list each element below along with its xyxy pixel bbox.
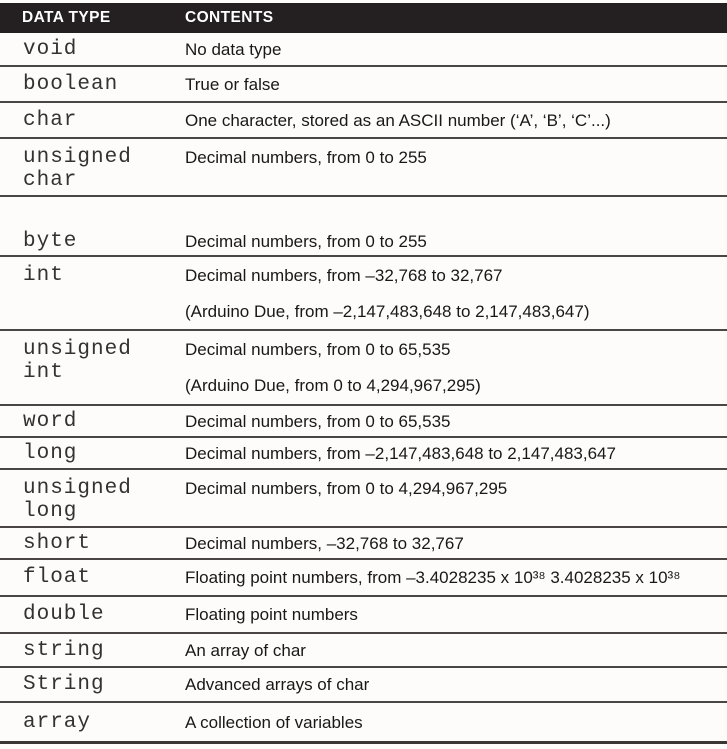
table-row <box>0 438 727 470</box>
table-row <box>0 406 727 438</box>
data-types-table <box>0 3 727 744</box>
data-type-cell: float <box>23 566 92 589</box>
data-type-cell: unsigned char <box>23 146 132 192</box>
contents-cell: Floating point numbers <box>185 605 358 624</box>
contents-cell: One character, stored as an ASCII number (‘A’, ‘B’, ‘C’...) <box>185 110 611 130</box>
header-data-type: DATA TYPE <box>22 9 111 26</box>
contents-cell: Decimal numbers, from 0 to 255 <box>185 232 427 251</box>
table-row <box>0 634 727 668</box>
contents-line: (Arduino Due, from 0 to 4,294,967,295) <box>185 376 481 395</box>
table-header-row <box>0 3 727 33</box>
contents-cell: Decimal numbers, –32,768 to 32,767 <box>185 533 464 553</box>
table-row <box>0 560 727 597</box>
table-row <box>0 33 727 67</box>
data-type-cell: short <box>23 531 92 555</box>
data-type-cell: word <box>23 409 78 433</box>
contents-line: Decimal numbers, from 0 to 65,535 <box>185 340 451 359</box>
data-type-cell: unsigned int <box>23 338 132 384</box>
table-row <box>0 103 727 139</box>
contents-cell: Decimal numbers, from 0 to 255 <box>185 148 427 167</box>
table-row <box>0 470 727 528</box>
table-bottom-rule <box>0 741 727 744</box>
table-row <box>0 597 727 634</box>
data-type-cell: void <box>23 37 78 61</box>
data-type-cell: array <box>23 710 92 734</box>
table-row <box>0 703 727 741</box>
table-row <box>0 139 727 197</box>
header-contents: CONTENTS <box>185 9 274 26</box>
data-type-cell: double <box>23 603 105 626</box>
data-type-cell: boolean <box>23 72 119 96</box>
contents-cell: A collection of variables <box>185 712 363 732</box>
data-type-cell: String <box>23 673 105 696</box>
contents-cell: Decimal numbers, from –2,147,483,648 to 2,147,483,647 <box>185 443 616 463</box>
data-type-cell: unsigned long <box>23 477 132 523</box>
contents-line: Decimal numbers, from –32,768 to 32,767 <box>185 266 503 285</box>
contents-cell: Decimal numbers, from 0 to 4,294,967,295 <box>185 479 508 498</box>
contents-cell: True or false <box>185 74 280 94</box>
contents-line: (Arduino Due, from –2,147,483,648 to 2,147,483,647) <box>185 302 590 321</box>
table-row <box>0 228 727 257</box>
data-type-cell: long <box>23 441 78 465</box>
data-type-cell: string <box>23 638 105 662</box>
contents-cell: Decimal numbers, from 0 to 65,535 <box>185 411 451 431</box>
contents-cell: No data type <box>185 39 282 59</box>
table-row <box>0 668 727 703</box>
table-row <box>0 528 727 560</box>
contents-cell <box>185 264 727 321</box>
table-row <box>0 67 727 103</box>
contents-cell: An array of char <box>185 640 306 660</box>
table-row <box>0 257 727 331</box>
data-type-cell: char <box>23 108 78 132</box>
data-type-cell: int <box>23 264 64 287</box>
contents-cell: Floating point numbers, from –3.4028235 x 10³⁸ 3.4028235 x 10³⁸ <box>185 568 681 587</box>
contents-cell: Advanced arrays of char <box>185 675 370 694</box>
table-page-break-gap <box>0 197 727 228</box>
table-row <box>0 331 727 406</box>
contents-cell <box>185 338 727 395</box>
data-type-cell: byte <box>23 230 78 253</box>
